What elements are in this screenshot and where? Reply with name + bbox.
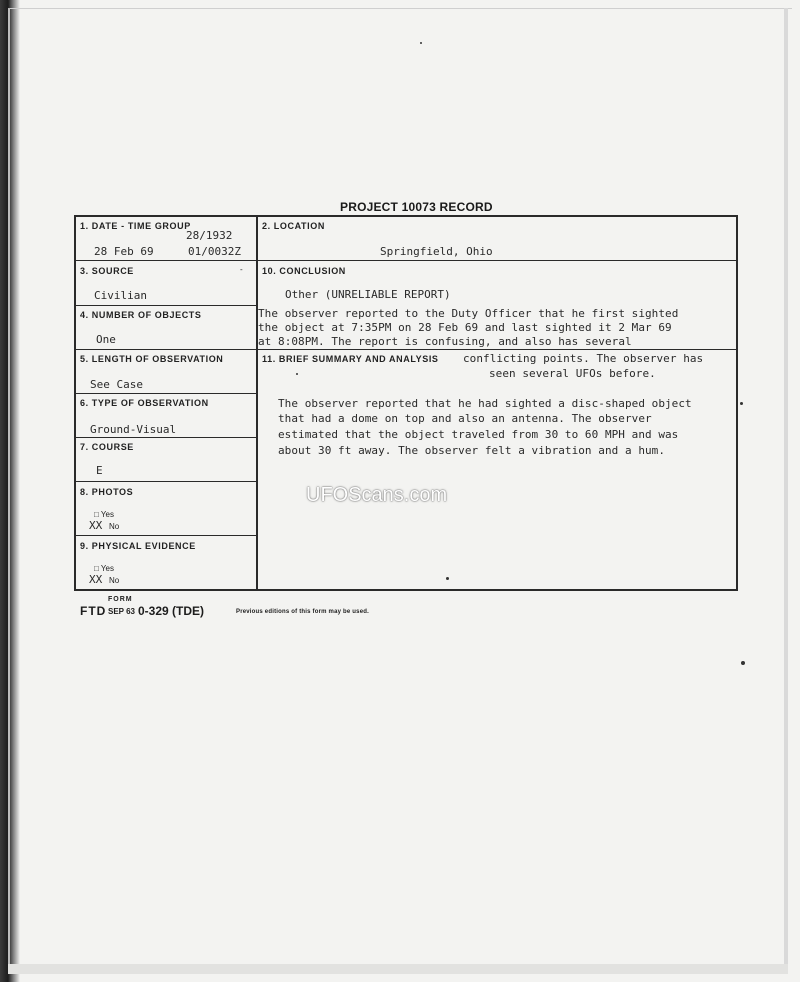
row-divider bbox=[74, 393, 258, 394]
row-divider bbox=[74, 349, 258, 350]
row-divider bbox=[74, 481, 258, 482]
row-divider bbox=[74, 305, 258, 306]
scan-speck bbox=[420, 42, 422, 44]
scan-speck bbox=[446, 577, 449, 580]
page-border-top bbox=[8, 8, 792, 9]
summary-header-line: seen several UFOs before. bbox=[489, 367, 656, 380]
conclusion-line: the object at 7:35PM on 28 Feb 69 and last sighted it 2 Mar 69 bbox=[258, 321, 672, 334]
date-value: 28 Feb 69 bbox=[94, 245, 154, 258]
conclusion-value: Other (UNRELIABLE REPORT) bbox=[285, 288, 451, 301]
physical-evidence-yes-checkbox: □ Yes bbox=[94, 564, 114, 573]
page-border-left bbox=[8, 8, 10, 974]
summary-line: estimated that the object traveled from 30 to 60 MPH and was bbox=[278, 428, 679, 441]
physical-evidence-checked-mark: XX bbox=[89, 573, 103, 586]
number-of-objects-label: 4. NUMBER OF OBJECTS bbox=[80, 310, 202, 320]
photos-no-label: No bbox=[109, 522, 120, 531]
page-border-bottom bbox=[8, 964, 788, 974]
source-label: 3. SOURCE bbox=[80, 266, 134, 276]
row-divider bbox=[74, 437, 258, 438]
scan-speck bbox=[296, 373, 298, 375]
form-title: PROJECT 10073 RECORD bbox=[340, 200, 493, 214]
number-of-objects-value: One bbox=[96, 333, 116, 346]
date-time-zulu: 01/0032Z bbox=[188, 245, 241, 258]
date-time-local: 28/1932 bbox=[186, 229, 233, 242]
footer-form-word: FORM bbox=[108, 596, 133, 603]
page-border-right bbox=[784, 8, 788, 974]
footer-form-code: FTD bbox=[80, 604, 107, 618]
location-label: 2. LOCATION bbox=[262, 221, 325, 231]
photos-yes-checkbox: □ Yes bbox=[94, 510, 114, 519]
footer-form-number: 0-329 (TDE) bbox=[138, 604, 205, 618]
source-value: Civilian bbox=[94, 289, 147, 302]
length-of-observation-value: See Case bbox=[90, 378, 143, 391]
physical-evidence-yes-label: Yes bbox=[100, 564, 114, 573]
conclusion-label: 10. CONCLUSION bbox=[262, 266, 346, 276]
location-value: Springfield, Ohio bbox=[380, 245, 493, 258]
course-label: 7. COURSE bbox=[80, 442, 134, 452]
photos-yes-label: Yes bbox=[100, 510, 114, 519]
physical-evidence-label: 9. PHYSICAL EVIDENCE bbox=[80, 541, 196, 551]
conclusion-line: The observer reported to the Duty Officer that he first sighted bbox=[258, 307, 679, 320]
scan-speck bbox=[741, 661, 745, 665]
watermark: UFOScans.com bbox=[306, 484, 448, 506]
scan-speck bbox=[740, 402, 743, 405]
photos-checked-mark: XX bbox=[89, 519, 103, 532]
row-divider bbox=[74, 535, 258, 536]
type-of-observation-label: 6. TYPE OF OBSERVATION bbox=[80, 398, 209, 408]
summary-header-line: conflicting points. The observer has bbox=[463, 352, 704, 365]
row-divider bbox=[74, 260, 258, 261]
footer-form-date: SEP 63 bbox=[108, 607, 135, 616]
footer-note: Previous editions of this form may be used. bbox=[236, 609, 369, 615]
summary-line: The observer reported that he had sighted a disc-shaped object bbox=[278, 397, 692, 410]
summary-line: that had a dome on top and also an antenna. The observer bbox=[278, 412, 652, 425]
summary-label: 11. BRIEF SUMMARY AND ANALYSIS bbox=[262, 354, 439, 364]
date-time-label: 1. DATE - TIME GROUP bbox=[80, 221, 191, 231]
conclusion-line: at 8:08PM. The report is confusing, and also has several bbox=[258, 335, 632, 348]
length-of-observation-label: 5. LENGTH OF OBSERVATION bbox=[80, 354, 224, 364]
row-divider bbox=[256, 260, 738, 261]
summary-line: about 30 ft away. The observer felt a vibration and a hum. bbox=[278, 444, 666, 457]
course-value: E bbox=[96, 464, 103, 477]
physical-evidence-no-label: No bbox=[109, 576, 120, 585]
type-of-observation-value: Ground-Visual bbox=[90, 423, 177, 436]
photos-label: 8. PHOTOS bbox=[80, 487, 134, 497]
scan-edge-shadow bbox=[0, 0, 20, 982]
row-divider bbox=[256, 349, 738, 350]
dash-mark: - bbox=[240, 265, 243, 274]
conclusion-text-area bbox=[257, 306, 737, 348]
